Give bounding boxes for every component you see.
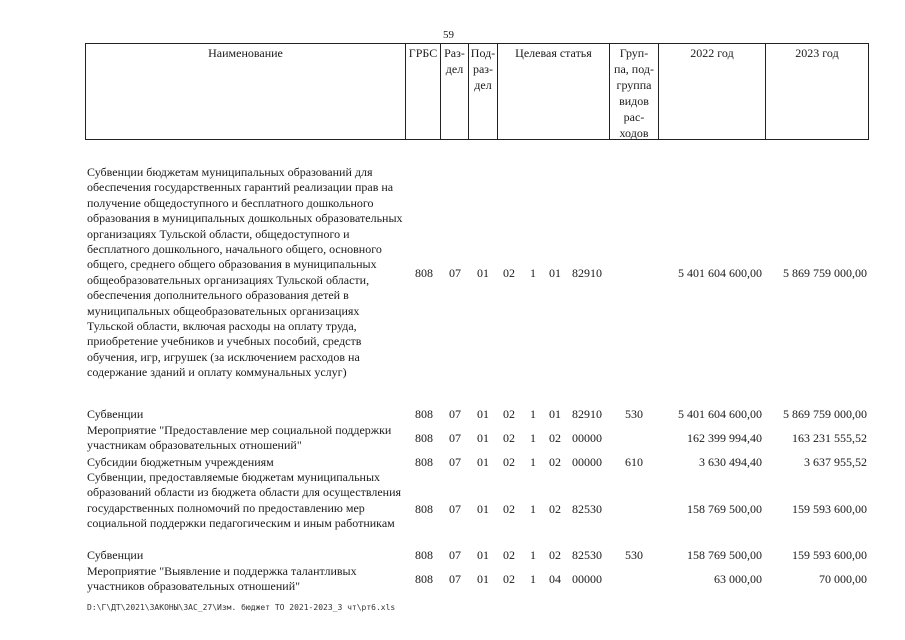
row-target-1: 02 xyxy=(503,572,515,586)
row-name: Мероприятие "Предоставление мер социальной поддержки участникам образовательных отношений" xyxy=(87,423,392,453)
row-target-3: 02 xyxy=(549,455,561,469)
row-target-2: 1 xyxy=(530,455,536,469)
row-amount-2023: 5 869 759 000,00 xyxy=(783,266,867,280)
row-name: Субвенции, предоставляемые бюджетам муниципальных образований области из бюджета области для осуществления государственных полномочий по предоставлению мер социальной поддержки педагогическим и иным работникам xyxy=(87,470,402,531)
row-target-4: 82530 xyxy=(572,548,602,562)
row-podrazdel: 01 xyxy=(477,407,489,421)
row-target-4: 00000 xyxy=(572,431,602,445)
row-amount-2023: 3 637 955,52 xyxy=(804,455,867,469)
row-podrazdel: 01 xyxy=(477,548,489,562)
row-target-1: 02 xyxy=(503,266,515,280)
row-target-4: 82910 xyxy=(572,407,602,421)
row-target-2: 1 xyxy=(530,548,536,562)
row-grbs: 808 xyxy=(415,572,433,586)
header-target: Целевая статья xyxy=(515,46,592,60)
row-amount-2023: 163 231 555,52 xyxy=(792,431,867,445)
header-grbs: ГРБС xyxy=(408,46,438,60)
row-target-1: 02 xyxy=(503,431,515,445)
row-target-4: 82530 xyxy=(572,502,602,516)
row-target-4: 82910 xyxy=(572,266,602,280)
row-razdel: 07 xyxy=(449,431,461,445)
row-target-3: 02 xyxy=(549,548,561,562)
row-razdel: 07 xyxy=(449,502,461,516)
row-target-3: 04 xyxy=(549,572,561,586)
row-target-2: 1 xyxy=(530,572,536,586)
row-expense-group: 530 xyxy=(625,548,643,562)
row-name: Субвенции бюджетам муниципальных образований для обеспечения государственных гарантий реализации прав на получение общедоступного и бесплатного дошкольного образования в муниципальных дошкольных образовательных организациях Тульской области, общедоступного и бесплатного дошкольного, начального общего, основного общего, среднего общего образования в муниципальных общеобразовательных организациях Тульской области, обеспечения дополнительного образования детей в муниципальных общеобразовательных организациях Тульской области, включая расходы на оплату труда, приобретение учебников и учебных пособий, средств обучения, игр, игрушек (за исключением расходов на содержание зданий и оплату коммунальных услуг) xyxy=(87,165,403,380)
row-amount-2022: 5 401 604 600,00 xyxy=(678,266,762,280)
page-number: 59 xyxy=(443,29,454,41)
row-grbs: 808 xyxy=(415,548,433,562)
row-amount-2023: 5 869 759 000,00 xyxy=(783,407,867,421)
row-amount-2022: 162 399 994,40 xyxy=(687,431,762,445)
row-name: Субсидии бюджетным учреждениям xyxy=(87,455,274,469)
row-expense-group: 610 xyxy=(625,455,643,469)
row-razdel: 07 xyxy=(449,548,461,562)
row-amount-2022: 158 769 500,00 xyxy=(687,548,762,562)
row-amount-2022: 5 401 604 600,00 xyxy=(678,407,762,421)
row-razdel: 07 xyxy=(449,266,461,280)
row-target-2: 1 xyxy=(530,502,536,516)
row-target-1: 02 xyxy=(503,407,515,421)
row-target-2: 1 xyxy=(530,266,536,280)
row-target-4: 00000 xyxy=(572,455,602,469)
header-razdel: Раз- дел xyxy=(444,46,465,76)
row-amount-2022: 158 769 500,00 xyxy=(687,502,762,516)
row-amount-2023: 159 593 600,00 xyxy=(792,502,867,516)
row-amount-2022: 63 000,00 xyxy=(714,572,762,586)
row-amount-2023: 70 000,00 xyxy=(819,572,867,586)
row-grbs: 808 xyxy=(415,431,433,445)
header-group: Груп- па, под- группа видов рас- ходов xyxy=(614,46,654,140)
row-grbs: 808 xyxy=(415,266,433,280)
row-name: Мероприятие "Выявление и поддержка талантливых участников образовательных отношений" xyxy=(87,564,357,594)
row-target-3: 01 xyxy=(549,407,561,421)
row-grbs: 808 xyxy=(415,407,433,421)
row-target-3: 01 xyxy=(549,266,561,280)
row-target-3: 02 xyxy=(549,431,561,445)
row-razdel: 07 xyxy=(449,455,461,469)
header-name: Наименование xyxy=(208,46,283,60)
row-name: Субвенции xyxy=(87,407,144,421)
row-amount-2023: 159 593 600,00 xyxy=(792,548,867,562)
row-podrazdel: 01 xyxy=(477,455,489,469)
row-target-4: 00000 xyxy=(572,572,602,586)
row-name: Субвенции xyxy=(87,548,144,562)
row-target-3: 02 xyxy=(549,502,561,516)
row-razdel: 07 xyxy=(449,572,461,586)
row-grbs: 808 xyxy=(415,502,433,516)
row-grbs: 808 xyxy=(415,455,433,469)
row-target-2: 1 xyxy=(530,407,536,421)
row-podrazdel: 01 xyxy=(477,266,489,280)
row-podrazdel: 01 xyxy=(477,431,489,445)
file-path-footer: D:\Г\ДТ\2021\ЗАКОНЫ\ЗАС_27\Изм. бюджет ТО 2021-2023_3 чт\рт6.xls xyxy=(87,603,396,612)
row-target-2: 1 xyxy=(530,431,536,445)
row-target-1: 02 xyxy=(503,548,515,562)
header-year-2022: 2022 год xyxy=(690,46,734,60)
row-target-1: 02 xyxy=(503,502,515,516)
header-podrazdel: Под- раз- дел xyxy=(470,46,496,92)
header-year-2023: 2023 год xyxy=(795,46,839,60)
row-amount-2022: 3 630 494,40 xyxy=(699,455,762,469)
row-expense-group: 530 xyxy=(625,407,643,421)
row-razdel: 07 xyxy=(449,407,461,421)
row-target-1: 02 xyxy=(503,455,515,469)
row-podrazdel: 01 xyxy=(477,502,489,516)
row-podrazdel: 01 xyxy=(477,572,489,586)
